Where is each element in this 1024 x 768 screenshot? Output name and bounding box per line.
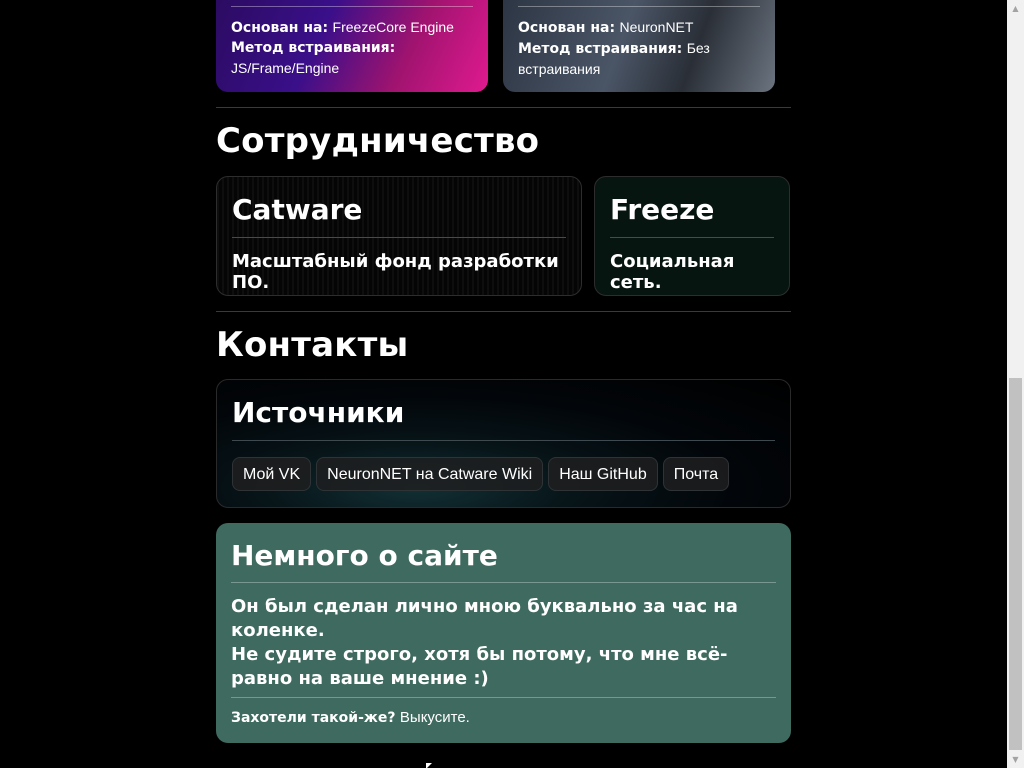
vertical-scrollbar[interactable]	[1007, 0, 1024, 768]
about-card	[216, 523, 791, 743]
about-title: Немного о сайте	[231, 539, 498, 572]
about-line-1: Он был сделан лично мною буквально за час на коленке.	[231, 596, 738, 641]
sources-links	[232, 457, 729, 491]
based-on-value: NeuronNET	[619, 19, 694, 35]
scrollbar-thumb[interactable]	[1009, 378, 1022, 750]
based-on-label: Основан на:	[231, 20, 329, 36]
embed-method-value: JS/Frame/Engine	[231, 60, 340, 76]
mouse-cursor-icon	[426, 763, 432, 768]
about-footer-bold: Захотели такой-же?	[231, 710, 396, 726]
link-github[interactable]: Наш GitHub	[548, 457, 658, 491]
about-footer-text: Выкусите.	[399, 709, 470, 726]
about-divider	[231, 582, 776, 583]
cooperation-card-divider	[610, 237, 774, 238]
link-vk[interactable]: Мой VK	[232, 457, 311, 491]
project-card-divider	[231, 6, 473, 7]
scroll-down-arrow-icon[interactable]: ▼	[1012, 755, 1019, 764]
sources-divider	[232, 440, 775, 441]
about-footer	[231, 709, 470, 726]
cooperation-card-description: Социальная сеть.	[610, 251, 735, 293]
embed-method-value: Без встраивания	[518, 40, 710, 77]
project-card-info	[231, 17, 476, 79]
embed-method-label: Метод встраивания:	[518, 41, 683, 57]
sources-card	[216, 379, 791, 508]
cooperation-card-title: Catware	[232, 193, 363, 226]
cooperation-card-catware[interactable]	[216, 176, 582, 296]
contacts-heading: Контакты	[216, 325, 409, 365]
sources-title: Источники	[232, 396, 405, 429]
about-line-2: Не судите строго, хотя бы потому, что мне всё-равно на ваше мнение :)	[231, 644, 728, 689]
link-email[interactable]: Почта	[663, 457, 729, 491]
project-card-freezecore[interactable]	[216, 0, 488, 92]
cooperation-card-title: Freeze	[610, 193, 715, 226]
cooperation-card-freeze[interactable]	[594, 176, 790, 296]
section-divider	[216, 107, 791, 108]
link-catware-wiki[interactable]: NeuronNET на Catware Wiki	[316, 457, 543, 491]
cooperation-card-description: Масштабный фонд разработки ПО.	[232, 251, 559, 293]
cooperation-card-divider	[232, 237, 566, 238]
project-card-neuronnet[interactable]	[503, 0, 775, 92]
project-card-divider	[518, 6, 760, 7]
project-card-info	[518, 17, 763, 80]
based-on-label: Основан на:	[518, 20, 616, 36]
scroll-up-arrow-icon[interactable]: ▲	[1012, 4, 1019, 13]
embed-method-label: Метод встраивания:	[231, 40, 396, 56]
section-divider	[216, 311, 791, 312]
cooperation-heading: Сотрудничество	[216, 121, 540, 161]
based-on-value: FreezeCore Engine	[332, 19, 454, 35]
about-footer-divider	[231, 697, 776, 698]
about-body	[231, 595, 771, 691]
